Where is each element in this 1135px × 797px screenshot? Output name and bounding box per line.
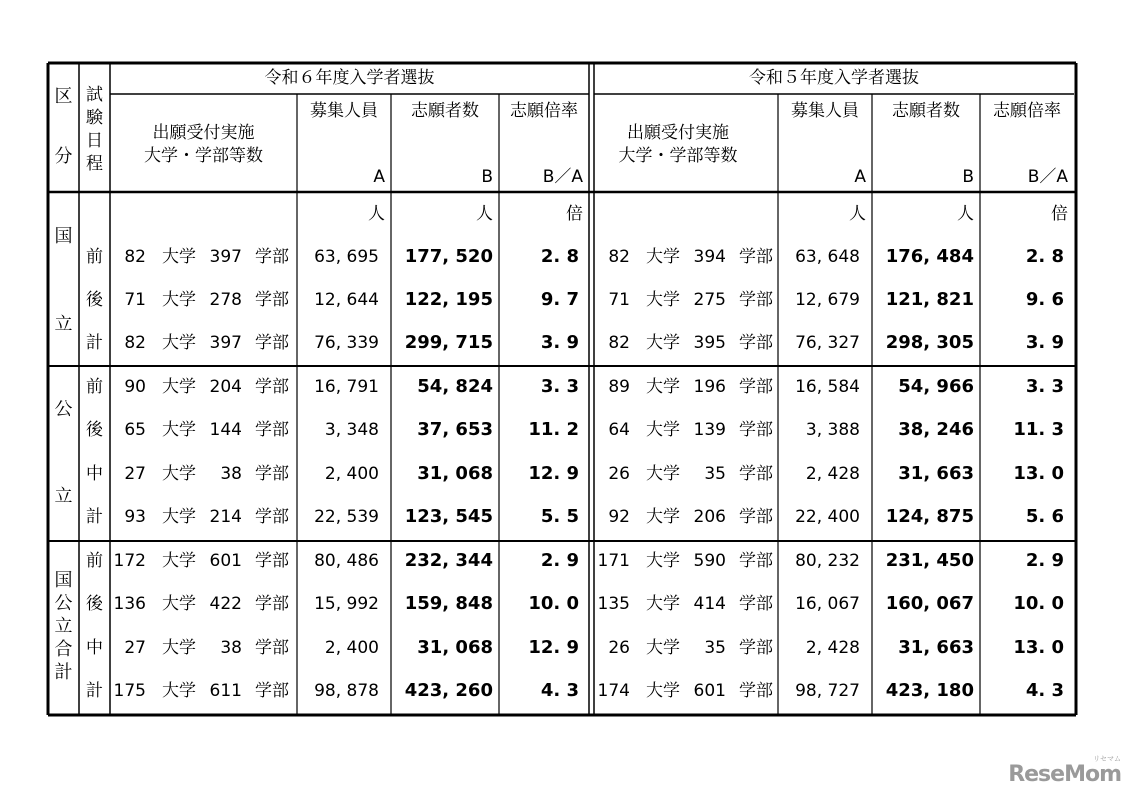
header-ratio: 志願倍率 [510,101,578,121]
resemom-logo [1008,755,1121,787]
header-year-title: 令和６年度入学者選抜 [264,68,435,88]
ratio-value: 5. 6 [1025,506,1064,527]
gakubu-label: 学部 [255,333,289,353]
gakubu-label: 学部 [255,638,289,658]
ratio-value: 13. 0 [1013,637,1064,658]
quota-value: 2, 400 [324,638,379,658]
unit-nin: 人 [368,204,385,224]
group-label: 計 [54,662,73,683]
faculty-count: 601 [209,551,242,571]
faculty-count: 38 [220,464,242,484]
university-count: 82 [608,247,630,267]
header-institutions: 大学・学部等数 [618,146,738,166]
schedule-cell: 後 [86,290,103,310]
header-ratio: 志願倍率 [993,101,1061,121]
gakubu-label: 学部 [255,290,289,310]
header-ba: B／A [1027,167,1068,187]
gakubu-label: 学部 [255,681,289,701]
daigaku-label: 大学 [162,681,196,701]
university-count: 64 [608,420,630,440]
faculty-count: 278 [209,290,242,310]
header-schedule: 日 [86,131,103,151]
university-count: 27 [124,638,146,658]
faculty-count: 35 [704,638,726,658]
quota-value: 80, 486 [314,551,379,571]
ratio-value: 10. 0 [1013,593,1064,614]
ratio-value: 2. 8 [1025,246,1064,267]
schedule-cell: 前 [86,551,103,571]
university-count: 93 [124,507,146,527]
faculty-count: 38 [220,638,242,658]
faculty-count: 414 [693,594,726,614]
header-kubun: 分 [54,146,73,167]
header-a: A [373,167,385,187]
applicants-value: 160, 067 [885,593,974,614]
gakubu-label: 学部 [255,247,289,267]
quota-value: 12, 679 [795,290,860,310]
quota-value: 63, 648 [795,247,860,267]
faculty-count: 214 [209,507,242,527]
gakubu-label: 学部 [739,681,773,701]
schedule-cell: 後 [86,594,103,614]
daigaku-label: 大学 [162,551,196,571]
daigaku-label: 大学 [646,594,680,614]
group-label: 合 [54,639,73,660]
group-label: 公 [54,593,73,614]
schedule-cell: 前 [86,247,103,267]
daigaku-label: 大学 [646,333,680,353]
quota-value: 98, 727 [795,681,860,701]
university-count: 175 [113,681,146,701]
daigaku-label: 大学 [646,681,680,701]
quota-value: 3, 388 [805,420,860,440]
university-count: 135 [597,594,630,614]
university-count: 71 [608,290,630,310]
unit-bai: 倍 [566,204,583,224]
gakubu-label: 学部 [255,507,289,527]
applicants-value: 31, 663 [898,637,974,658]
applicants-value: 31, 663 [898,463,974,484]
gakubu-label: 学部 [255,551,289,571]
quota-value: 63, 695 [314,247,379,267]
applicants-value: 31, 068 [417,637,493,658]
header-applicants: 志願者数 [892,101,960,121]
applicants-value: 54, 824 [417,376,493,397]
university-count: 172 [113,551,146,571]
header-kubun: 区 [54,86,73,107]
applicants-value: 298, 305 [885,332,974,353]
ratio-value: 3. 3 [1025,376,1064,397]
university-count: 82 [124,333,146,353]
faculty-count: 395 [693,333,726,353]
ratio-value: 9. 6 [1025,289,1064,310]
header-schedule: 程 [86,154,103,174]
quota-value: 16, 791 [314,377,379,397]
daigaku-label: 大学 [162,247,196,267]
ratio-value: 12. 9 [528,637,579,658]
quota-value: 16, 067 [795,594,860,614]
quota-value: 3, 348 [324,420,379,440]
unit-bai: 倍 [1051,204,1068,224]
ratio-value: 3. 9 [1025,332,1064,353]
university-count: 82 [608,333,630,353]
group-label: 立 [54,314,73,335]
header-quota: 募集人員 [310,101,378,121]
quota-value: 2, 428 [805,638,860,658]
header-quota: 募集人員 [791,101,859,121]
daigaku-label: 大学 [162,464,196,484]
unit-nin: 人 [957,204,974,224]
gakubu-label: 学部 [739,638,773,658]
faculty-count: 394 [693,247,726,267]
schedule-cell: 計 [86,333,103,353]
header-schedule: 験 [86,108,103,128]
faculty-count: 601 [693,681,726,701]
ratio-value: 11. 3 [1013,419,1064,440]
header-b: B [481,167,493,187]
ratio-value: 4. 3 [1025,680,1064,701]
faculty-count: 206 [693,507,726,527]
unit-nin: 人 [476,204,493,224]
applicants-value: 122, 195 [404,289,493,310]
daigaku-label: 大学 [162,290,196,310]
applicants-value: 54, 966 [898,376,974,397]
ratio-value: 2. 8 [540,246,579,267]
ratio-value: 3. 9 [540,332,579,353]
applicants-value: 177, 520 [404,246,493,267]
university-count: 71 [124,290,146,310]
group-label: 公 [54,399,73,420]
faculty-count: 422 [209,594,242,614]
quota-value: 76, 327 [795,333,860,353]
university-count: 174 [597,681,630,701]
gakubu-label: 学部 [739,551,773,571]
daigaku-label: 大学 [646,377,680,397]
applicants-value: 423, 180 [885,680,974,701]
daigaku-label: 大学 [646,290,680,310]
gakubu-label: 学部 [255,464,289,484]
applicants-value: 121, 821 [885,289,974,310]
quota-value: 2, 400 [324,464,379,484]
faculty-count: 196 [693,377,726,397]
gakubu-label: 学部 [255,594,289,614]
faculty-count: 35 [704,464,726,484]
daigaku-label: 大学 [162,420,196,440]
university-count: 65 [124,420,146,440]
daigaku-label: 大学 [646,638,680,658]
group-label: 立 [54,616,73,637]
schedule-cell: 中 [86,464,103,484]
applicants-value: 37, 653 [417,419,493,440]
schedule-cell: 後 [86,420,103,440]
ratio-value: 11. 2 [528,419,579,440]
faculty-count: 590 [693,551,726,571]
quota-value: 22, 400 [795,507,860,527]
gakubu-label: 学部 [739,290,773,310]
header-a: A [854,167,866,187]
university-count: 26 [608,464,630,484]
faculty-count: 397 [209,247,242,267]
applicants-value: 123, 545 [404,506,493,527]
daigaku-label: 大学 [646,420,680,440]
ratio-value: 4. 3 [540,680,579,701]
gakubu-label: 学部 [739,507,773,527]
header-institutions: 出願受付実施 [627,123,729,143]
header-schedule: 試 [86,85,103,105]
university-count: 136 [113,594,146,614]
daigaku-label: 大学 [162,594,196,614]
daigaku-label: 大学 [162,333,196,353]
group-label: 立 [54,486,73,507]
header-b: B [962,167,974,187]
gakubu-label: 学部 [739,247,773,267]
faculty-count: 139 [693,420,726,440]
logo-sub-text: リセマム [1093,755,1121,763]
applicants-value: 176, 484 [885,246,974,267]
gakubu-label: 学部 [739,377,773,397]
daigaku-label: 大学 [646,551,680,571]
university-count: 92 [608,507,630,527]
quota-value: 15, 992 [314,594,379,614]
university-count: 27 [124,464,146,484]
ratio-value: 3. 3 [540,376,579,397]
logo-text: ReseMom [1008,762,1121,787]
quota-value: 12, 644 [314,290,379,310]
applicants-value: 124, 875 [885,506,974,527]
daigaku-label: 大学 [162,377,196,397]
faculty-count: 144 [209,420,242,440]
header-institutions: 大学・学部等数 [144,146,263,166]
header-institutions: 出願受付実施 [152,123,255,143]
faculty-count: 611 [209,681,242,701]
applicants-value: 423, 260 [404,680,493,701]
ratio-value: 2. 9 [540,550,579,571]
daigaku-label: 大学 [162,507,196,527]
daigaku-label: 大学 [162,638,196,658]
quota-value: 76, 339 [314,333,379,353]
unit-nin: 人 [849,204,866,224]
schedule-cell: 計 [86,681,103,701]
quota-value: 80, 232 [795,551,860,571]
header-year-title: 令和５年度入学者選抜 [749,68,919,88]
applicants-value: 232, 344 [404,550,493,571]
quota-value: 2, 428 [805,464,860,484]
university-count: 26 [608,638,630,658]
faculty-count: 397 [209,333,242,353]
applicants-value: 231, 450 [885,550,974,571]
ratio-value: 13. 0 [1013,463,1064,484]
schedule-cell: 前 [86,377,103,397]
schedule-cell: 中 [86,638,103,658]
gakubu-label: 学部 [255,377,289,397]
quota-value: 16, 584 [795,377,860,397]
gakubu-label: 学部 [255,420,289,440]
university-count: 90 [124,377,146,397]
daigaku-label: 大学 [646,464,680,484]
applicants-value: 31, 068 [417,463,493,484]
applicants-value: 38, 246 [898,419,974,440]
university-count: 82 [124,247,146,267]
gakubu-label: 学部 [739,464,773,484]
gakubu-label: 学部 [739,333,773,353]
header-applicants: 志願者数 [411,101,479,121]
gakubu-label: 学部 [739,594,773,614]
faculty-count: 275 [693,290,726,310]
daigaku-label: 大学 [646,247,680,267]
header-ba: B／A [542,167,583,187]
schedule-cell: 計 [86,507,103,527]
university-count: 89 [608,377,630,397]
group-label: 国 [54,570,73,591]
quota-value: 22, 539 [314,507,379,527]
group-label: 国 [54,226,73,247]
ratio-value: 2. 9 [1025,550,1064,571]
gakubu-label: 学部 [739,420,773,440]
ratio-value: 5. 5 [540,506,579,527]
ratio-value: 12. 9 [528,463,579,484]
ratio-value: 10. 0 [528,593,579,614]
university-count: 171 [597,551,630,571]
applicants-value: 159, 848 [404,593,493,614]
ratio-value: 9. 7 [540,289,579,310]
faculty-count: 204 [209,377,242,397]
applicants-value: 299, 715 [404,332,493,353]
daigaku-label: 大学 [646,507,680,527]
quota-value: 98, 878 [314,681,379,701]
